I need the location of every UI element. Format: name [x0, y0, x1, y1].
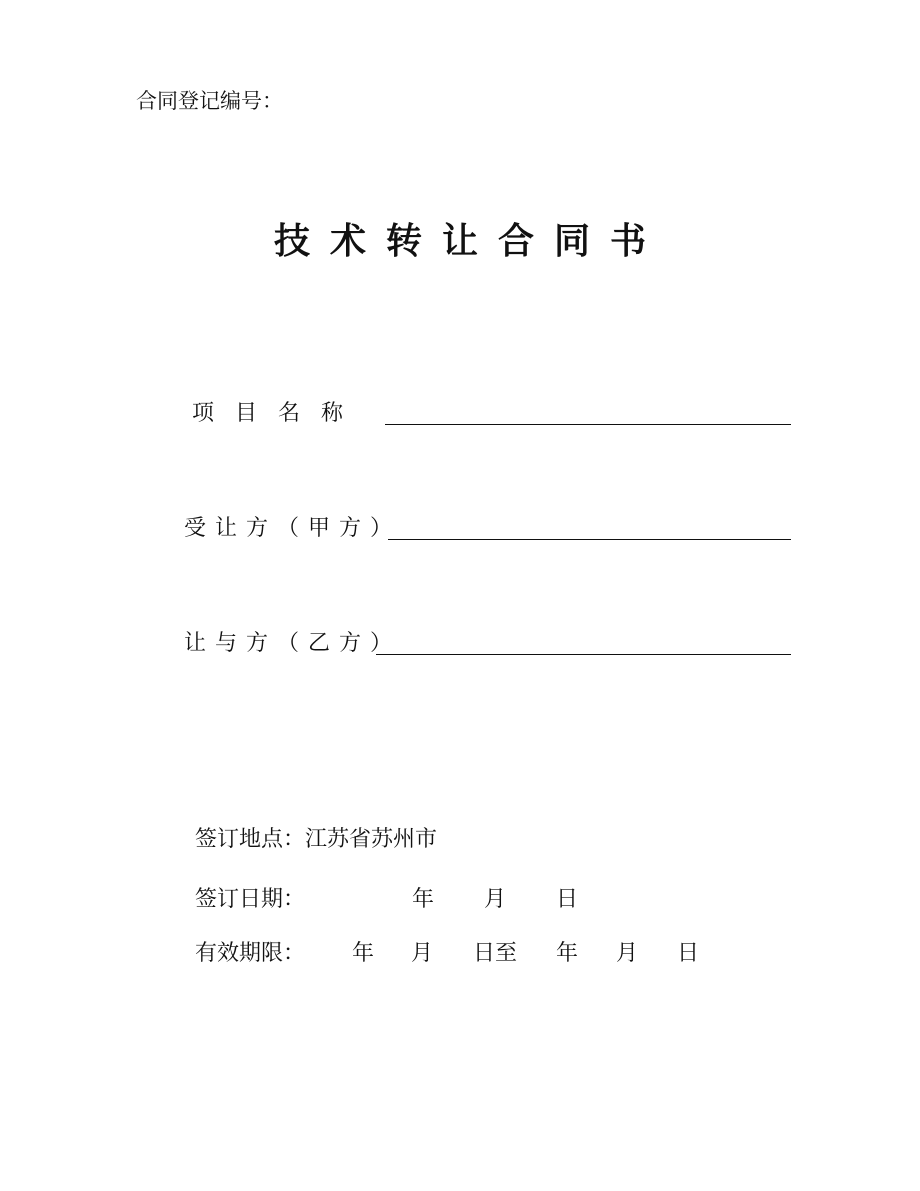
signing-date-day-unit: 日 — [556, 887, 579, 912]
validity-start-year-unit: 年 — [352, 941, 375, 966]
project-name-row — [0, 396, 920, 436]
transferor-label: 让与方（乙方） — [184, 631, 402, 656]
validity-start-day-to: 日至 — [473, 941, 518, 966]
signing-date-month-unit: 月 — [484, 887, 507, 912]
document-title: 技术转让合同书 — [273, 221, 666, 262]
project-name-blank-line[interactable] — [385, 424, 791, 425]
validity-end-day-unit: 日 — [677, 941, 700, 966]
signing-place-line — [195, 824, 437, 856]
validity-label: 有效期限： — [195, 941, 306, 966]
validity-start-month-unit: 月 — [411, 941, 434, 966]
transferor-blank-line[interactable] — [376, 654, 791, 655]
transferee-label: 受让方（甲方） — [184, 516, 402, 541]
transferee-row — [0, 511, 920, 551]
validity-end-month-unit: 月 — [616, 941, 639, 966]
signing-place-value: 江苏省苏州市 — [305, 827, 438, 852]
signing-date-label: 签订日期： — [195, 887, 306, 912]
signing-date-year-unit: 年 — [412, 887, 435, 912]
signing-place-label: 签订地点： — [195, 827, 306, 852]
validity-end-year-unit: 年 — [556, 941, 579, 966]
transferee-blank-line[interactable] — [388, 539, 791, 540]
transferor-row — [0, 626, 920, 666]
registration-number-label: 合同登记编号： — [136, 89, 283, 113]
project-name-label: 项目名称 — [192, 401, 365, 426]
